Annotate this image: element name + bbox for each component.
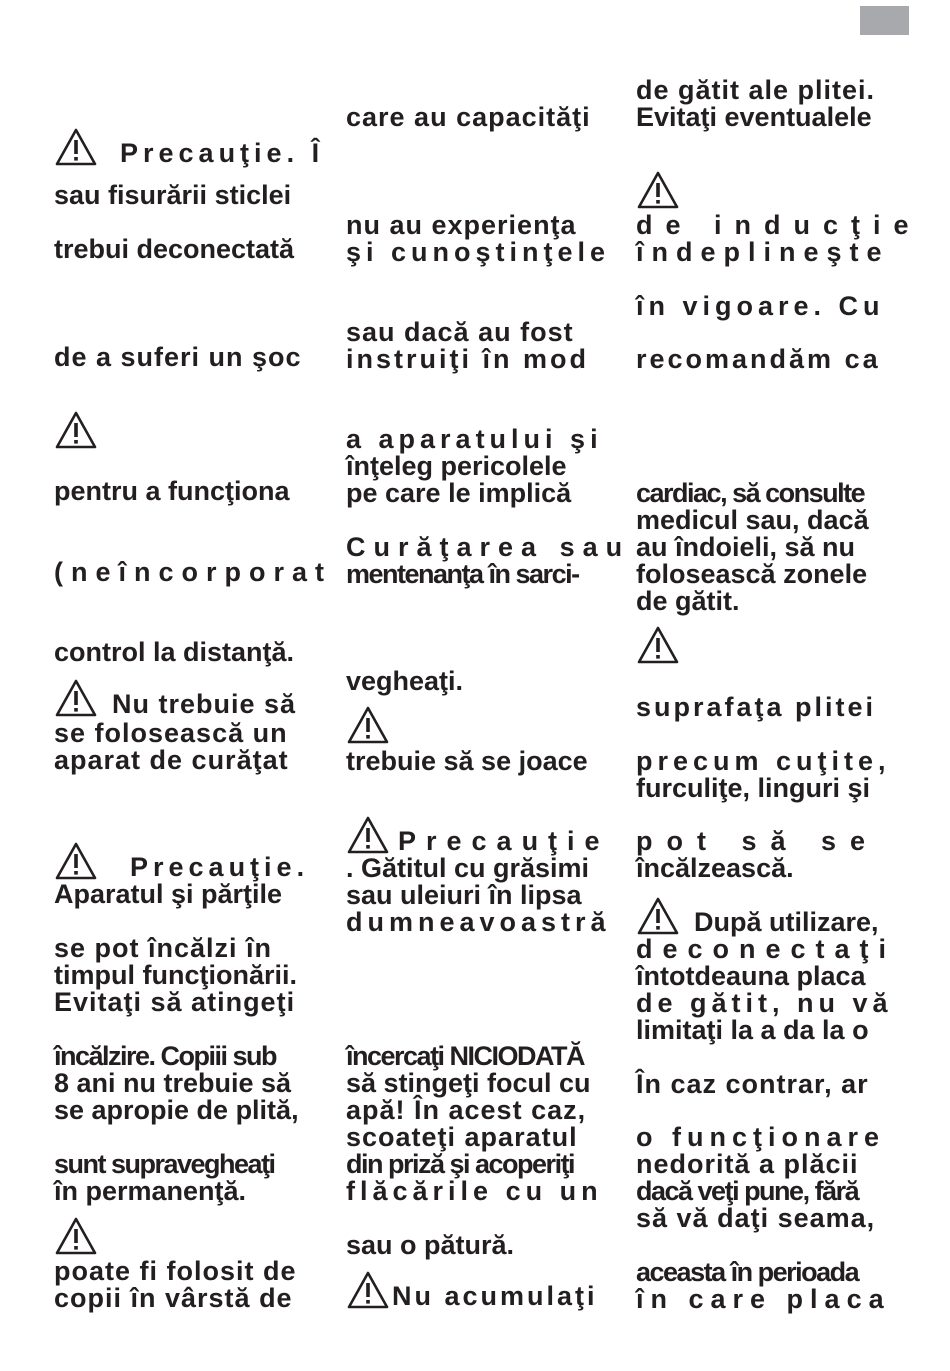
col2-line-16: dumneavoastră (346, 907, 611, 937)
col3-line-12: suprafaţa plitei (636, 692, 877, 722)
col3-line-3: de inducţie (636, 210, 922, 240)
col3-warning-1 (636, 170, 909, 210)
col1-line-9: se folosească un (54, 718, 288, 748)
col2-line-5: instruiţi în mod (346, 344, 589, 374)
col3-line-22: În caz contrar, ar (636, 1069, 869, 1099)
col2-line-2: nu au experienţa (346, 210, 577, 240)
col2-line-17: încercaţi NICIODATĂ (346, 1041, 585, 1071)
col1-warning-2 (54, 410, 329, 450)
col3-line-23: o funcţionare (636, 1122, 886, 1152)
col2-line-3: şi cunoştinţele (346, 237, 611, 267)
col3-line-9: au îndoieli, să nu (636, 532, 856, 562)
col2-line-10: mentenanţa în sarci- (346, 559, 579, 589)
col2-line-12: trebuie să se joace (346, 746, 588, 776)
col2-line-22: flăcările cu un (346, 1176, 603, 1206)
col2-line-20: scoateţi aparatul (346, 1122, 578, 1152)
col2-line-13: Precauţie (346, 815, 619, 855)
col1-line-6: (neîncorporat (54, 557, 333, 587)
col1-line-1: Precauţie. Î (54, 127, 329, 167)
warning-icon (346, 815, 390, 855)
warning-icon (54, 841, 98, 881)
warning-icon (636, 170, 680, 210)
col3-warning-2 (636, 625, 909, 665)
col3-line-10: folosească zonele (636, 559, 868, 589)
col2-line-6: a aparatului şi (346, 424, 603, 454)
col3-line-28: în care placa (636, 1284, 891, 1314)
col3-line-24: nedorită a plăcii (636, 1149, 859, 1179)
col1-line-17: 8 ani nu trebuie să (54, 1068, 292, 1098)
col2-line-14: . Gătitul cu grăsimi (346, 853, 590, 883)
col3-line-14: furculiţe, linguri şi (636, 773, 871, 803)
col1-line-8: Nu trebuie să (54, 678, 329, 718)
col1-line-13: se pot încălzi în (54, 933, 273, 963)
col2-line-4: sau dacă au fost (346, 317, 574, 347)
col3-line-7: cardiac, să consulte (636, 478, 865, 508)
col2-line-1: care au capacităţi (346, 102, 591, 132)
col1-line-3: trebui deconectată (54, 234, 295, 264)
col1-line-7: control la distanţă. (54, 637, 295, 667)
col1-line-10: aparat de curăţat (54, 745, 289, 775)
col1-line-15: Evitaţi să atingeţi (54, 987, 296, 1017)
col1-line-20: în permanenţă. (54, 1176, 247, 1206)
col2-line-11: vegheaţi. (346, 666, 464, 696)
col1-line-19: sunt supravegheaţi (54, 1149, 275, 1179)
page-tab-marker (860, 6, 909, 35)
col3-line-16: încălzească. (636, 853, 794, 883)
col1-line-21: poate fi folosit de (54, 1256, 297, 1286)
warning-icon (346, 1270, 390, 1310)
warning-icon (54, 127, 98, 167)
col3-line-19: întotdeauna placa (636, 961, 866, 991)
col1-line-4: de a suferi un şoc (54, 342, 302, 372)
col1-line-5: pentru a funcţiona (54, 476, 290, 506)
col3-line-18: deconectaţi (636, 934, 897, 964)
col1-line-18: se apropie de plită, (54, 1095, 299, 1125)
col3-line-11: de gătit. (636, 586, 740, 616)
col1-line-12: Aparatul şi părţile (54, 879, 283, 909)
col3-line-17: După utilizare, (636, 896, 909, 936)
col2-line-23: sau o pătură. (346, 1230, 515, 1260)
warning-icon (54, 1216, 98, 1256)
col3-line-27: aceasta în perioada (636, 1257, 859, 1287)
col3-line-26: să vă daţi seama, (636, 1203, 876, 1233)
col2-line-21: din priză şi acoperiţi (346, 1149, 575, 1179)
col3-line-13: precum cuţite, (636, 746, 891, 776)
col3-line-6: recomandăm ca (636, 344, 881, 374)
col3-line-2: Evitaţi eventualele (636, 102, 872, 132)
warning-icon (54, 678, 98, 718)
col3-line-1: de gătit ale plitei. (636, 75, 876, 105)
col3-line-21: limitaţi la a da la o (636, 1015, 869, 1045)
col2-line-8: pe care le implică (346, 478, 572, 508)
col3-line-15: pot să se (636, 826, 880, 856)
col2-line-18: să stingeţi focul cu (346, 1068, 591, 1098)
col1-line-16: încălzire. Copiii sub (54, 1041, 277, 1071)
col2-line-7: înţeleg pericolele (346, 451, 567, 481)
warning-icon (636, 625, 680, 665)
col2-line-19: apă! În acest caz, (346, 1095, 587, 1125)
col2-warning-1 (346, 705, 619, 745)
col3-line-5: în vigoare. Cu (636, 291, 885, 321)
col2-line-9: Curăţarea sau (346, 532, 631, 562)
col3-line-4: îndeplineşte (636, 237, 890, 267)
col2-line-24: Nu acumulaţi (346, 1270, 619, 1310)
warning-icon (54, 410, 98, 450)
col3-line-20: de gătit, nu vă (636, 988, 893, 1018)
warning-icon (636, 896, 680, 936)
col1-line-2: sau fisurării sticlei (54, 180, 292, 210)
col1-line-14: timpul funcţionării. (54, 960, 297, 990)
col1-warning-5 (54, 1216, 329, 1256)
col2-line-15: sau uleiuri în lipsa (346, 880, 582, 910)
col3-line-25: dacă veţi pune, fără (636, 1176, 859, 1206)
col1-line-22: copii în vârstă de (54, 1283, 293, 1313)
col1-line-11: Precauţie. (54, 841, 329, 881)
warning-icon (346, 705, 390, 745)
col3-line-8: medicul sau, dacă (636, 505, 869, 535)
